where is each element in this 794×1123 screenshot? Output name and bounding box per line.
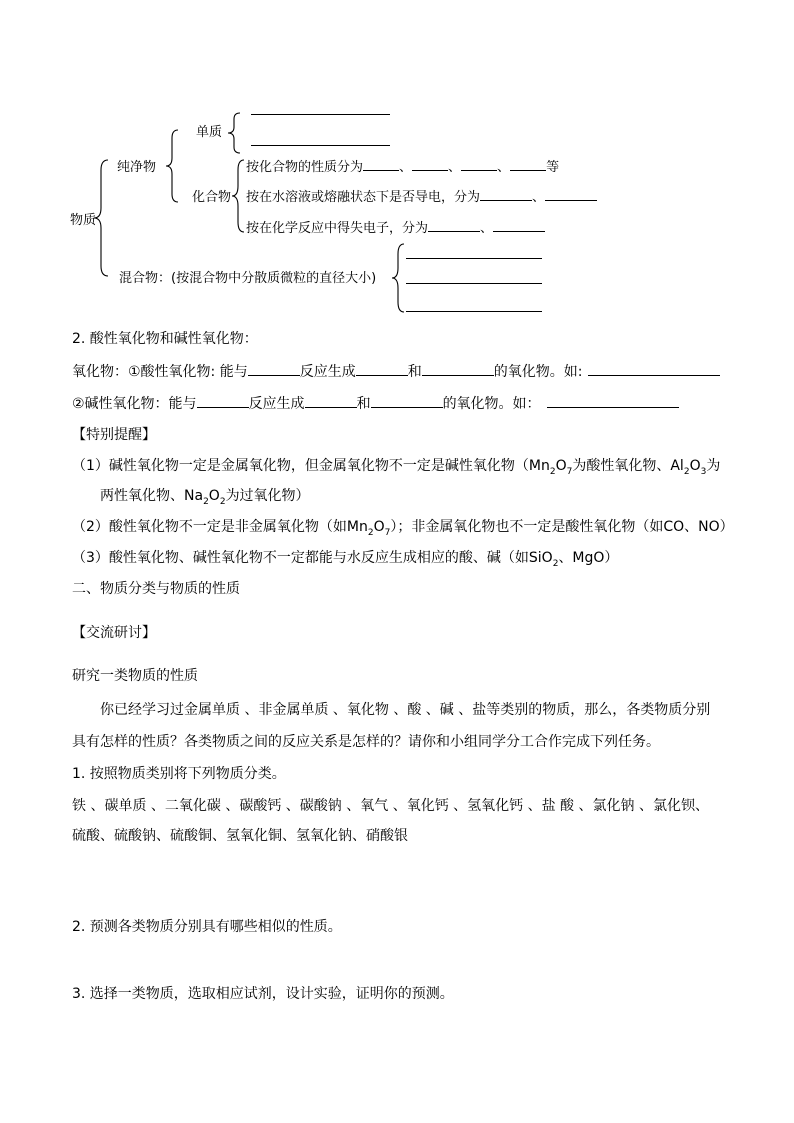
intro-paragraph-line-1: 你已经学习过金属单质 、非金属单质 、氧化物 、酸 、碱 、盐等类别的物质，那么，各类物质分别 xyxy=(100,702,711,718)
compound-line-1: 按化合物的性质分为 、 、 、 等 xyxy=(246,157,559,177)
answer-blank[interactable] xyxy=(363,157,399,171)
reminder-item-1: （1）碱性氧化物一定是金属氧化物，但金属氧化物不一定是碱性氧化物（$Mn_2O_7$为酸性氧化物、$Al_2O_3$为 xyxy=(72,458,721,477)
part-2-title: 二、物质分类与物质的性质 xyxy=(72,581,240,597)
task-1: 1. 按照物质类别将下列物质分类。 xyxy=(72,766,286,782)
answer-blank[interactable] xyxy=(547,394,679,408)
answer-blank[interactable] xyxy=(305,394,357,408)
intro-paragraph-line-2: 具有怎样的性质？各类物质之间的反应关系是怎样的？请你和小组同学分工合作完成下列任务。 xyxy=(72,734,660,750)
element-blank-1 xyxy=(251,114,390,115)
answer-blank[interactable] xyxy=(480,187,532,201)
mixture-blank-1 xyxy=(406,258,542,259)
pure-substance-label: 纯净物 xyxy=(117,160,157,175)
compound-line-3: 按在化学反应中得失电子，分为 、 xyxy=(246,218,545,238)
compound-label: 化合物 xyxy=(192,190,232,205)
answer-blank[interactable] xyxy=(510,157,546,171)
answer-blank[interactable] xyxy=(493,218,545,232)
brace-element xyxy=(228,113,240,153)
brace-pure xyxy=(166,130,178,202)
reminder-item-2: （2）酸性氧化物不一定是非金属氧化物（如$Mn_2O_7$）；非金属氧化物也不一定是酸性氧化物（如CO、NO） xyxy=(72,519,734,538)
mixture-blank-3 xyxy=(406,311,542,312)
compound-line-2: 按在水溶液或熔融状态下是否导电，分为 、 xyxy=(246,187,597,207)
mixture-label: 混合物：(按混合物中分散质微粒的直径大小) xyxy=(119,271,377,286)
answer-blank[interactable] xyxy=(412,157,448,171)
acidic-oxide-line: 氧化物：①酸性氧化物: 能与 反应生成 和 的氧化物。如: xyxy=(72,362,720,381)
answer-blank[interactable] xyxy=(588,362,720,376)
reminder-title: 【特别提醒】 xyxy=(72,427,156,443)
answer-blank[interactable] xyxy=(545,187,597,201)
answer-blank[interactable] xyxy=(371,394,443,408)
answer-blank[interactable] xyxy=(422,362,494,376)
answer-blank[interactable] xyxy=(428,218,480,232)
substance-list-line-1: 铁 、碳单质 、二氧化碳 、碳酸钙 、碳酸钠 、氧气 、氧化钙 、氢氧化钙 、盐 酸 、氯化钠 、氯化钡、 xyxy=(72,798,709,814)
reminder-item-3: （3）酸性氧化物、碱性氧化物不一定都能与水反应生成相应的酸、碱（如SiO$_2$、MgO） xyxy=(72,550,619,569)
research-heading: 研究一类物质的性质 xyxy=(72,668,198,684)
answer-blank[interactable] xyxy=(248,362,300,376)
reminder-item-1-cont: 两性氧化物、$Na_2O_2$为过氧化物） xyxy=(100,488,310,507)
basic-oxide-line: ②碱性氧化物：能与 反应生成 和 的氧化物。如： xyxy=(72,394,679,413)
answer-blank[interactable] xyxy=(461,157,497,171)
brace-mixture xyxy=(392,244,404,312)
mixture-blank-2 xyxy=(406,283,542,284)
task-3: 3. 选择一类物质，选取相应试剂，设计实验，证明你的预测。 xyxy=(72,986,454,1002)
answer-blank[interactable] xyxy=(356,362,408,376)
brace-compound xyxy=(232,160,244,232)
answer-blank[interactable] xyxy=(197,394,249,408)
section-2-heading: 2. 酸性氧化物和碱性氧化物： xyxy=(72,331,258,347)
task-2: 2. 预测各类物质分别具有哪些相似的性质。 xyxy=(72,919,342,935)
tree-root-label: 物质 xyxy=(70,213,97,228)
substance-list-line-2: 硫酸、硫酸钠、硫酸铜、氢氧化铜、氢氧化钠、硝酸银 xyxy=(72,828,408,844)
element-blank-2 xyxy=(251,145,390,146)
element-label: 单质 xyxy=(196,125,223,140)
exchange-heading: 【交流研讨】 xyxy=(72,625,156,641)
brace-material xyxy=(94,160,108,276)
